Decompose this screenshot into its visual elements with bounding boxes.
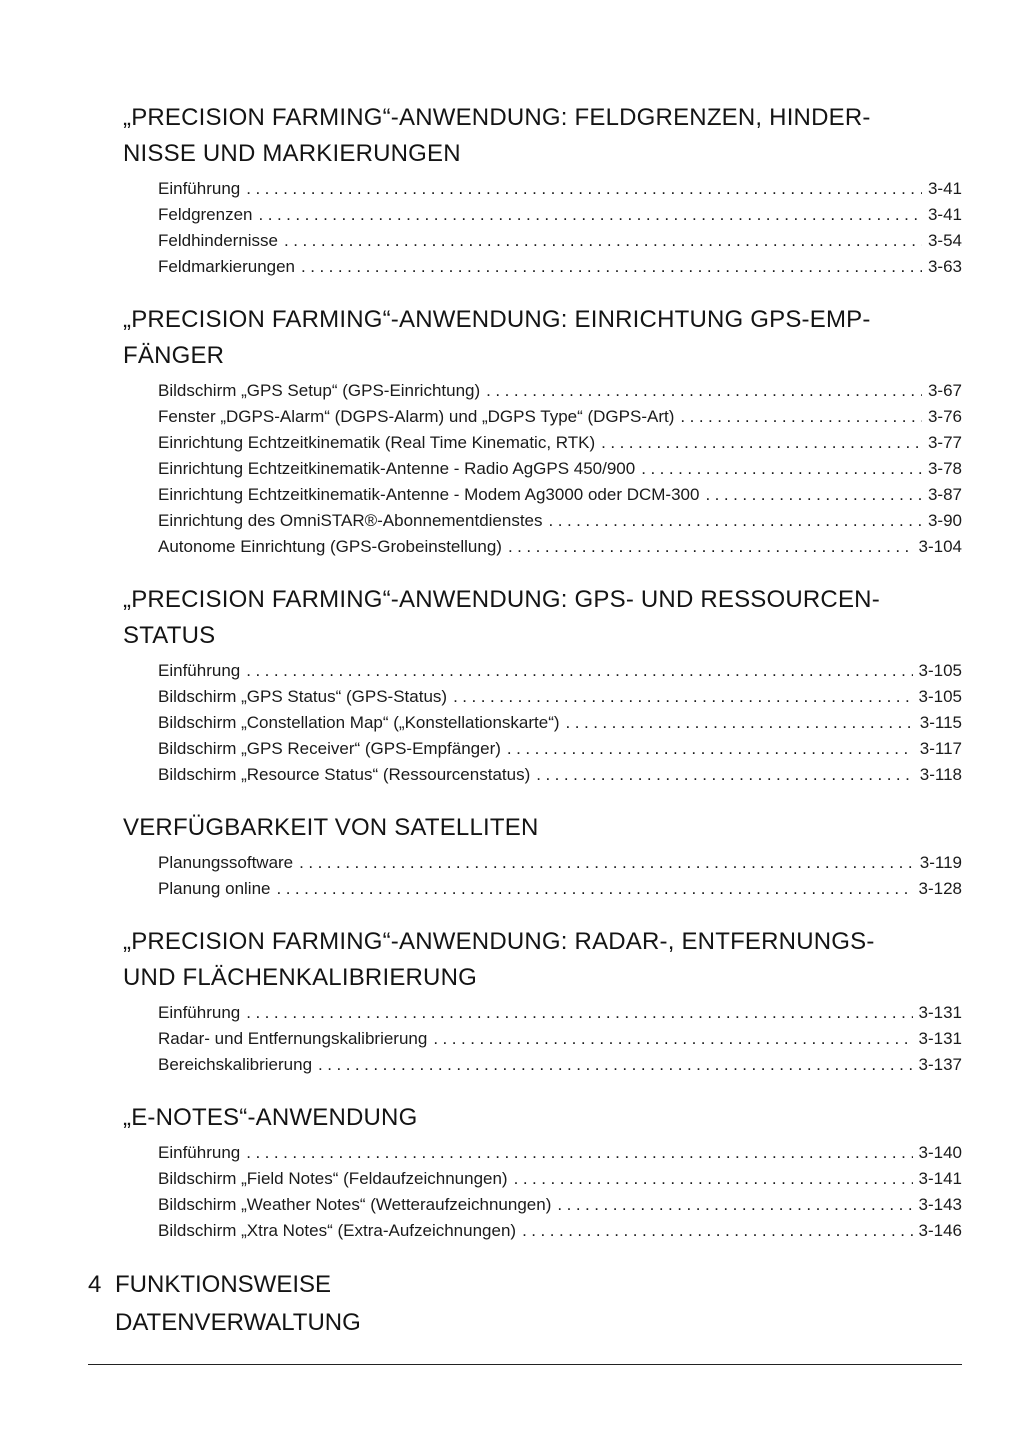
dot-leader bbox=[246, 1140, 912, 1166]
section-heading bbox=[123, 100, 962, 172]
toc-entry bbox=[158, 508, 962, 534]
entry-page-number: 3-105 bbox=[918, 661, 962, 680]
entry-label: Einrichtung Echtzeitkinematik-Antenne - Radio AgGPS 450/900 bbox=[158, 459, 636, 478]
dot-leader bbox=[641, 456, 922, 482]
toc-entry bbox=[158, 1166, 962, 1192]
section-entries bbox=[158, 378, 962, 560]
dot-leader bbox=[246, 658, 912, 684]
entry-page-number: 3-143 bbox=[918, 1195, 962, 1214]
dot-leader bbox=[601, 430, 922, 456]
entry-label: Bildschirm „GPS Status“ (GPS-Status) bbox=[158, 687, 448, 706]
entry-label: Bildschirm „Constellation Map“ („Konstellationskarte“) bbox=[158, 713, 560, 732]
dot-leader bbox=[557, 1192, 912, 1218]
entry-label: Einführung bbox=[158, 1143, 241, 1162]
section-heading bbox=[123, 302, 962, 374]
toc-section bbox=[88, 1100, 962, 1244]
section-heading bbox=[123, 1100, 962, 1136]
toc-entry bbox=[158, 710, 962, 736]
entry-page-number: 3-141 bbox=[918, 1169, 962, 1188]
entry-label: Einrichtung Echtzeitkinematik (Real Time Kinematic, RTK) bbox=[158, 433, 596, 452]
chapter-footer bbox=[88, 1266, 361, 1342]
entry-label: Bildschirm „Resource Status“ (Ressourcenstatus) bbox=[158, 765, 531, 784]
entry-page-number: 3-67 bbox=[927, 381, 962, 400]
entry-page-number: 3-78 bbox=[927, 459, 962, 478]
toc-entry bbox=[158, 1000, 962, 1026]
toc-entry bbox=[158, 736, 962, 762]
entry-label: Autonome Einrichtung (GPS-Grobeinstellung) bbox=[158, 537, 502, 556]
dot-leader bbox=[486, 378, 922, 404]
section-entries bbox=[158, 1140, 962, 1244]
entry-label: Bildschirm „Weather Notes“ (Wetteraufzeichnungen) bbox=[158, 1195, 552, 1214]
entry-page-number: 3-41 bbox=[927, 205, 962, 224]
section-entries bbox=[158, 176, 962, 280]
entry-label: Bildschirm „Field Notes“ (Feldaufzeichnungen) bbox=[158, 1169, 508, 1188]
dot-leader bbox=[514, 1166, 913, 1192]
dot-leader bbox=[549, 508, 922, 534]
toc-entry bbox=[158, 404, 962, 430]
section-heading-line: NISSE UND MARKIERUNGEN bbox=[123, 140, 461, 167]
chapter-footer-line1 bbox=[88, 1266, 361, 1304]
entry-label: Feldmarkierungen bbox=[158, 257, 296, 276]
entry-page-number: 3-131 bbox=[918, 1029, 962, 1048]
toc-entry bbox=[158, 1026, 962, 1052]
section-heading bbox=[123, 582, 962, 654]
toc-entry bbox=[158, 684, 962, 710]
entry-label: Planung online bbox=[158, 879, 271, 898]
section-heading bbox=[123, 924, 962, 996]
section-heading bbox=[123, 810, 962, 846]
toc-entry bbox=[158, 850, 962, 876]
dot-leader bbox=[508, 534, 913, 560]
dot-leader bbox=[522, 1218, 912, 1244]
entry-label: Planungssoftware bbox=[158, 853, 294, 872]
toc-entry bbox=[158, 254, 962, 280]
entry-label: Einrichtung des OmniSTAR®-Abonnementdienstes bbox=[158, 511, 543, 530]
dot-leader bbox=[259, 202, 922, 228]
entry-page-number: 3-119 bbox=[919, 853, 962, 872]
entry-page-number: 3-77 bbox=[927, 433, 962, 452]
entry-page-number: 3-117 bbox=[919, 739, 962, 758]
section-heading-line: VERFÜGBARKEIT VON SATELLITEN bbox=[123, 814, 539, 841]
entry-label: Bildschirm „GPS Receiver“ (GPS-Empfänger) bbox=[158, 739, 501, 758]
dot-leader bbox=[433, 1026, 912, 1052]
toc-entry bbox=[158, 658, 962, 684]
toc-section bbox=[88, 582, 962, 788]
entry-page-number: 3-128 bbox=[918, 879, 962, 898]
dot-leader bbox=[246, 176, 922, 202]
entry-label: Einführung bbox=[158, 661, 241, 680]
entry-page-number: 3-146 bbox=[918, 1221, 962, 1240]
entry-page-number: 3-87 bbox=[927, 485, 962, 504]
toc-entry bbox=[158, 228, 962, 254]
table-of-contents bbox=[88, 100, 962, 1244]
toc-entry bbox=[158, 534, 962, 560]
entry-label: Einrichtung Echtzeitkinematik-Antenne - Modem Ag3000 oder DCM-300 bbox=[158, 485, 700, 504]
entry-label: Bildschirm „GPS Setup“ (GPS-Einrichtung) bbox=[158, 381, 481, 400]
entry-page-number: 3-118 bbox=[919, 765, 962, 784]
dot-leader bbox=[318, 1052, 912, 1078]
toc-section bbox=[88, 302, 962, 560]
toc-section bbox=[88, 924, 962, 1078]
entry-page-number: 3-137 bbox=[918, 1055, 962, 1074]
section-heading-line: „PRECISION FARMING“-ANWENDUNG: EINRICHTUNG GPS-EMP- bbox=[123, 306, 871, 333]
section-heading-line: STATUS bbox=[123, 622, 216, 649]
entry-page-number: 3-105 bbox=[918, 687, 962, 706]
entry-label: Feldgrenzen bbox=[158, 205, 253, 224]
section-heading-line: „PRECISION FARMING“-ANWENDUNG: GPS- UND RESSOURCEN- bbox=[123, 586, 880, 613]
entry-page-number: 3-140 bbox=[918, 1143, 962, 1162]
dot-leader bbox=[507, 736, 914, 762]
section-heading-line: „PRECISION FARMING“-ANWENDUNG: FELDGRENZEN, HINDER- bbox=[123, 104, 871, 131]
entry-label: Bildschirm „Xtra Notes“ (Extra-Aufzeichnungen) bbox=[158, 1221, 517, 1240]
entry-page-number: 3-76 bbox=[927, 407, 962, 426]
toc-section bbox=[88, 810, 962, 902]
toc-entry bbox=[158, 176, 962, 202]
entry-label: Fenster „DGPS-Alarm“ (DGPS-Alarm) und „DGPS Type“ (DGPS-Art) bbox=[158, 407, 675, 426]
entry-label: Feldhindernisse bbox=[158, 231, 279, 250]
toc-entry bbox=[158, 762, 962, 788]
bottom-rule bbox=[88, 1364, 962, 1365]
entry-page-number: 3-63 bbox=[927, 257, 962, 276]
section-entries bbox=[158, 850, 962, 902]
entry-page-number: 3-41 bbox=[927, 179, 962, 198]
toc-entry bbox=[158, 1140, 962, 1166]
dot-leader bbox=[705, 482, 922, 508]
chapter-number: 4 bbox=[88, 1271, 102, 1298]
section-entries bbox=[158, 658, 962, 788]
toc-entry bbox=[158, 430, 962, 456]
dot-leader bbox=[246, 1000, 912, 1026]
toc-entry bbox=[158, 202, 962, 228]
dot-leader bbox=[284, 228, 922, 254]
toc-entry bbox=[158, 1192, 962, 1218]
chapter-title: FUNKTIONSWEISE bbox=[115, 1271, 332, 1298]
section-heading-line: UND FLÄCHENKALIBRIERUNG bbox=[123, 964, 477, 991]
dot-leader bbox=[299, 850, 914, 876]
entry-label: Einführung bbox=[158, 179, 241, 198]
toc-entry bbox=[158, 1218, 962, 1244]
chapter-subtitle: DATENVERWALTUNG bbox=[115, 1309, 361, 1336]
entry-label: Bereichskalibrierung bbox=[158, 1055, 313, 1074]
entry-page-number: 3-104 bbox=[918, 537, 962, 556]
dot-leader bbox=[276, 876, 912, 902]
section-heading-line: FÄNGER bbox=[123, 342, 225, 369]
toc-entry bbox=[158, 456, 962, 482]
toc-entry bbox=[158, 1052, 962, 1078]
toc-entry bbox=[158, 482, 962, 508]
entry-label: Radar- und Entfernungskalibrierung bbox=[158, 1029, 428, 1048]
dot-leader bbox=[453, 684, 912, 710]
toc-entry bbox=[158, 378, 962, 404]
entry-page-number: 3-131 bbox=[918, 1003, 962, 1022]
section-entries bbox=[158, 1000, 962, 1078]
toc-section bbox=[88, 100, 962, 280]
dot-leader bbox=[301, 254, 922, 280]
section-heading-line: „PRECISION FARMING“-ANWENDUNG: RADAR-, ENTFERNUNGS- bbox=[123, 928, 875, 955]
section-heading-line: „E-NOTES“-ANWENDUNG bbox=[123, 1104, 418, 1131]
dot-leader bbox=[536, 762, 914, 788]
entry-label: Einführung bbox=[158, 1003, 241, 1022]
entry-page-number: 3-90 bbox=[927, 511, 962, 530]
dot-leader bbox=[566, 710, 914, 736]
entry-page-number: 3-115 bbox=[919, 713, 962, 732]
dot-leader bbox=[680, 404, 922, 430]
toc-entry bbox=[158, 876, 962, 902]
entry-page-number: 3-54 bbox=[927, 231, 962, 250]
